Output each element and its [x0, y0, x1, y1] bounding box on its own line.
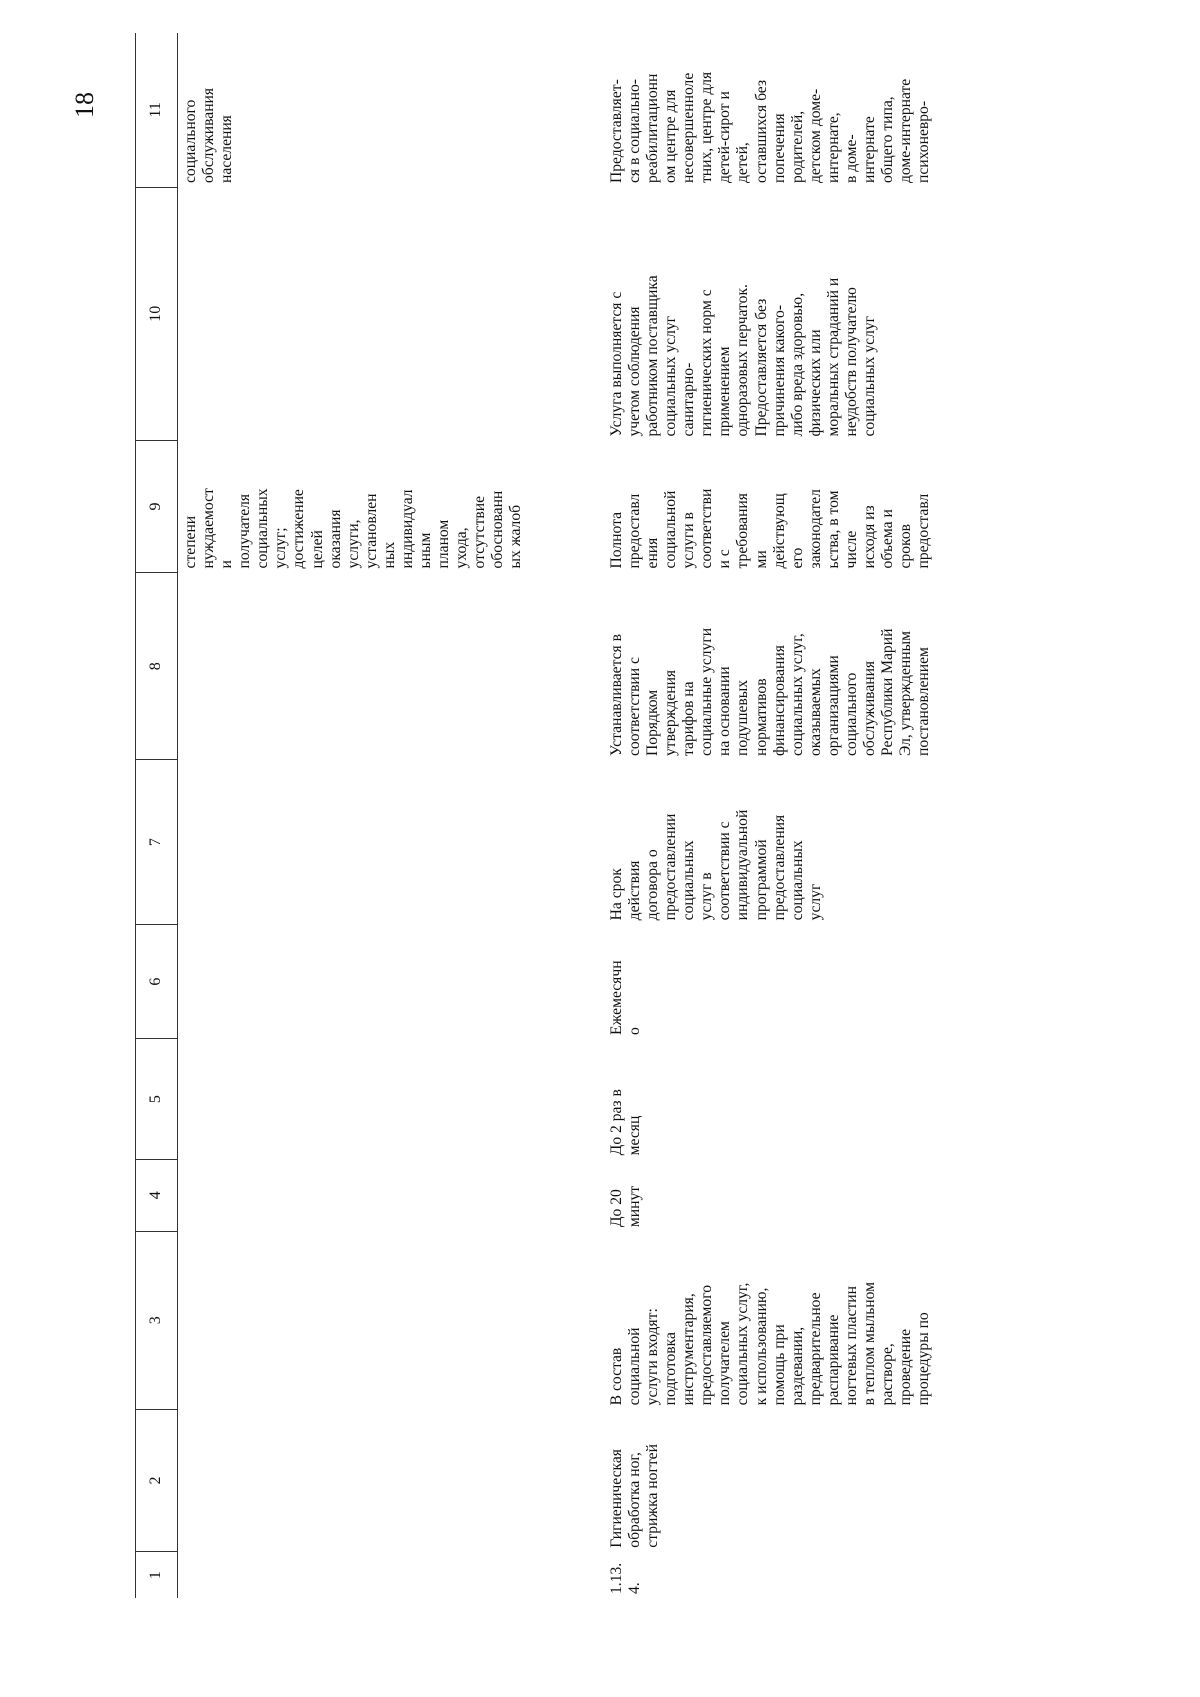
- table-cell: [178, 1552, 604, 1598]
- table-row: [178, 33, 604, 1598]
- header-row: [136, 33, 178, 1598]
- table-cell: [178, 760, 604, 924]
- table-cell: [178, 187, 604, 441]
- term-cell: На срок действия договора о предоставлении социальных услуг в соответствии с индивидуальной программой предоставления социальных услуг: [607, 809, 824, 921]
- page-number: 18: [70, 92, 99, 118]
- column-header: 10: [136, 187, 178, 441]
- table-cell: [178, 572, 604, 760]
- column-header: 7: [136, 760, 178, 924]
- frequency-cell: До 2 раз в месяц: [607, 1089, 643, 1156]
- column-header: 2: [136, 1409, 178, 1551]
- column-header: 6: [136, 924, 178, 1039]
- tariff-cell: Устанавливается в соответствии с Порядком утверждения тарифов на социальные услуги на основании подушевых нормативов финансирования социальных услуг, оказываемых организациями социального обслуживания Республики Марий Эл, утвержденным постановлением: [607, 627, 933, 756]
- table-cell: [178, 1039, 604, 1159]
- table-cell: [178, 1159, 604, 1231]
- service-name-cell: Гигиеническая обработка ног, стрижка ногтей: [607, 1444, 662, 1548]
- periodicity-cell: Ежемесячн о: [607, 960, 643, 1035]
- table-cell: [178, 924, 604, 1039]
- provision-place-cell: Предоставляет- ся в социально- реабилитационн ом центре для несовершенноле тних, центре для детей-сирот и детей, оставшихся без попечения родителей, детском доме- интернате, в доме- интернате общего типа, доме-интернате психоневро-: [607, 71, 933, 184]
- conditions-cell: Услуга выполняется с учетом соблюдения работником поставщика социальных услуг санитарно- гигиенических норм с применением одноразовых перчаток. Предоставляется без причинения какого- либо вреда здоровью, физических или моральных страданий и неудобств получателю социальных услуг: [607, 275, 878, 437]
- column-header: 11: [136, 33, 178, 187]
- column-header: 1: [136, 1552, 178, 1598]
- table-cell: [178, 1231, 604, 1409]
- table-cell: социального обслуживания населения: [182, 87, 236, 184]
- service-number-cell: 1.13. 4.: [607, 1562, 643, 1594]
- quality-cell: Полнота предоставл ения социальной услуги в соответстви и с требования ми действующ его законодател ьства, в том числе исходя из объема и сроков предоставл: [607, 488, 933, 569]
- column-header: 9: [136, 441, 178, 573]
- table-cell: [178, 1409, 604, 1551]
- column-header: 5: [136, 1039, 178, 1159]
- services-table: [135, 33, 1070, 1598]
- column-header: 4: [136, 1159, 178, 1231]
- column-header: 8: [136, 572, 178, 760]
- table-row: [604, 33, 1070, 1598]
- column-header: 3: [136, 1231, 178, 1409]
- duration-cell: До 20 минут: [607, 1185, 643, 1228]
- table-cell: степени нуждаемост и получателя социальных услуг; достижение целей оказания услуги, установлен ных индивидуал ьным планом ухода, отсутствие обоснованн ых жалоб: [182, 488, 525, 569]
- service-description-cell: В состав социальной услуги входят: подготовка инструментария, предоставляемого получателем социальных услуг, к использованию, помощь при раздевании, предварительное распаривание ногтевых пластин в теплом мыльном растворе, проведение процедуры по: [607, 1281, 933, 1406]
